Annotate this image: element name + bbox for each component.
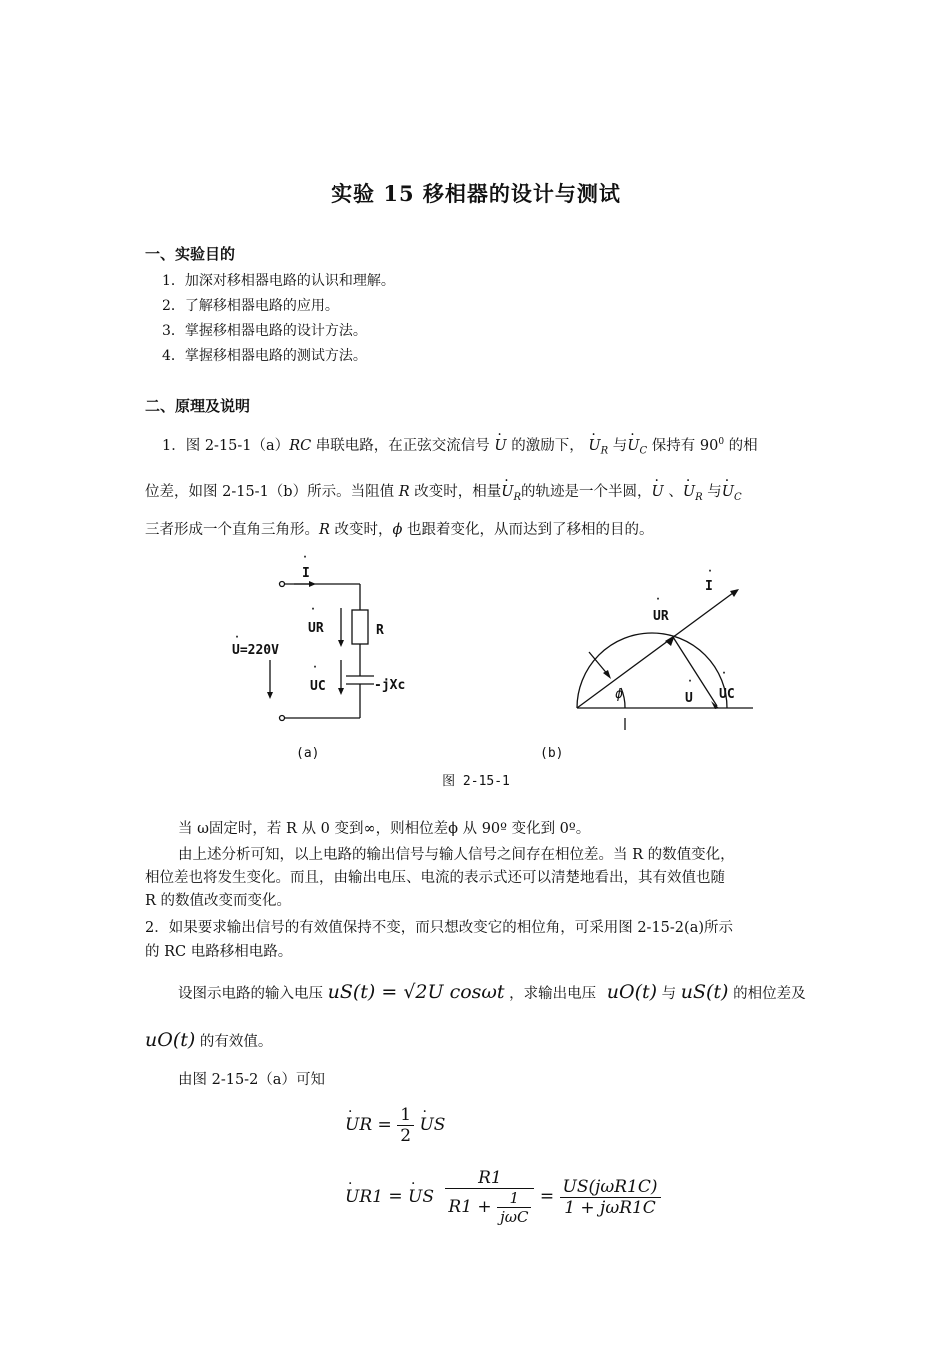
paragraph-line: 位差，如图 2-15-1（b）所示。当阻值 R 改变时，相量· $U_R$的轨迹是一个半圆，· U 、· $U_R$ 与· $U_C$ bbox=[145, 482, 742, 508]
svg-text:·: · bbox=[234, 632, 241, 643]
section-heading-principle: 二、原理及说明 bbox=[145, 397, 251, 415]
label-phasor-i: I bbox=[705, 579, 713, 594]
list-item: 4．掌握移相器电路的测试方法。 bbox=[162, 348, 367, 364]
label-xc: -jXc bbox=[374, 678, 406, 693]
paragraph-line: R 的数值改变而变化。 bbox=[145, 893, 292, 909]
figure-label-b: (b) bbox=[540, 746, 564, 761]
paragraph-line: 1．图 2-15-1（a）RC 串联电路，在正弦交流信号 · U 的激励下， · $U_R$ 与· $U_C$ 保持有 $90^0$ 的相 bbox=[162, 432, 758, 462]
paragraph-line: 三者形成一个直角三角形。R 改变时，ϕ 也跟着变化，从而达到了移相的目的。 bbox=[145, 522, 654, 538]
label-u-source: U=220V bbox=[232, 643, 279, 658]
paragraph-line: 由上述分析可知，以上电路的输出信号与输人信号之间存在相位差。当 R 的数值变化， bbox=[178, 847, 735, 863]
label-ur: UR bbox=[308, 621, 324, 636]
label-r: R bbox=[376, 623, 384, 638]
phasor-diagram bbox=[565, 560, 765, 735]
equation-1: · UR = $\frac{1}{2}$ · US bbox=[345, 1105, 445, 1146]
svg-text:·: · bbox=[721, 668, 728, 679]
label-uc: UC bbox=[310, 679, 326, 694]
label-current: I bbox=[302, 566, 310, 581]
svg-text:·: · bbox=[302, 552, 309, 563]
figure-caption: 图 2-15-1 bbox=[442, 774, 510, 789]
svg-text:·: · bbox=[655, 594, 662, 605]
figure-label-a: (a) bbox=[296, 746, 320, 761]
label-phasor-phi: ϕ bbox=[615, 687, 623, 702]
svg-text:·: · bbox=[312, 662, 319, 673]
svg-text:·: · bbox=[310, 604, 317, 615]
equation-2: · UR1 = · US R1 R1 + $\frac{1}{\text{jωC}}$ = $\frac{\text{US(jωR1C)}}{\text{1 + jωR1C}}$ bbox=[345, 1168, 661, 1226]
paragraph-line: 的 RC 电路移相电路。 bbox=[145, 944, 293, 960]
paragraph-line: uO(t) 的有效值。 bbox=[145, 1029, 273, 1051]
paragraph-line: 2．如果要求输出信号的有效值保持不变，而只想改变它的相位角，可采用图 2-15-2(a)所示 bbox=[145, 920, 733, 936]
svg-text:·: · bbox=[687, 676, 694, 687]
paragraph-line: 由图 2-15-2（a）可知 bbox=[178, 1072, 325, 1088]
label-phasor-u: U bbox=[685, 691, 693, 706]
paragraph-line: 设图示电路的输入电压 uS(t) = √2U cosωt ，求输出电压 uO(t) 与 uS(t) 的相位差及 bbox=[178, 981, 806, 1003]
label-phasor-uc: UC bbox=[719, 687, 735, 702]
paragraph-line: 相位差也将发生变化。而且，由输出电压、电流的表示式还可以清楚地看出，其有效值也随 bbox=[145, 870, 725, 886]
section-heading-purpose: 一、实验目的 bbox=[145, 245, 236, 263]
list-item: 3．掌握移相器电路的设计方法。 bbox=[162, 323, 367, 339]
circuit-diagram bbox=[220, 552, 440, 732]
list-item: 1．加深对移相器电路的认识和理解。 bbox=[162, 273, 395, 289]
list-item: 2．了解移相器电路的应用。 bbox=[162, 298, 339, 314]
paragraph-line: 当 ω固定时，若 R 从 0 变到∞，则相位差ϕ 从 90º 变化到 0º。 bbox=[178, 821, 591, 837]
label-phasor-ur: UR bbox=[653, 609, 669, 624]
svg-text:·: · bbox=[707, 566, 714, 577]
page-title: 实验 15 移相器的设计与测试 bbox=[331, 181, 621, 206]
